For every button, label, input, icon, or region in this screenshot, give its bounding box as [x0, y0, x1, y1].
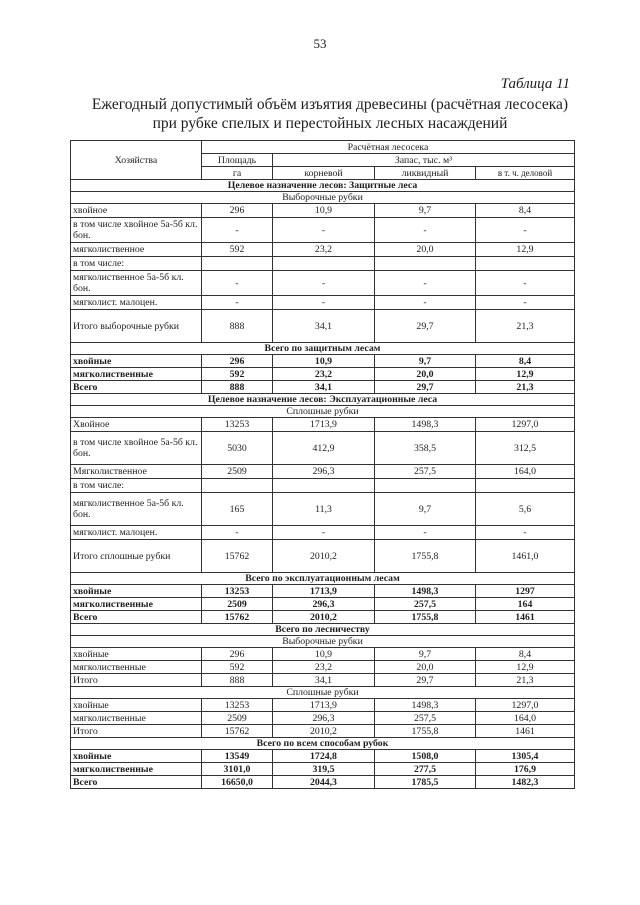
row-label: мягколиственные — [71, 598, 202, 611]
cell-root: 10,9 — [273, 648, 375, 661]
subsection-selective-2 — [71, 636, 575, 648]
cell-business: 5,6 — [476, 493, 575, 526]
cell-business: 21,3 — [476, 674, 575, 687]
cell-root: 1713,9 — [273, 699, 375, 712]
row-label: Итого сплошные рубки — [71, 540, 202, 573]
table-row — [71, 611, 575, 624]
cell-root: 10,9 — [273, 204, 375, 218]
cell-area: 2509 — [202, 465, 273, 479]
table-row — [71, 661, 575, 674]
cell-liquid: 9,7 — [375, 648, 476, 661]
cell-area: 296 — [202, 355, 273, 368]
header-cutting-area: Расчётная лесосека — [202, 141, 575, 154]
cell-area: 13253 — [202, 699, 273, 712]
cell-area: 888 — [202, 381, 273, 394]
cell-business: 1461,0 — [476, 540, 575, 573]
cell-root: - — [273, 218, 375, 243]
cell-business: 12,9 — [476, 661, 575, 674]
table-row — [71, 540, 575, 573]
section-title-forestry — [71, 624, 575, 636]
subsection-selective-2-text: Выборочные рубки — [71, 636, 575, 648]
section-exploitation-forests — [71, 394, 575, 624]
cell-liquid: 29,7 — [375, 674, 476, 687]
cell-root: 2044,3 — [273, 776, 375, 789]
table-row — [71, 585, 575, 598]
cell-area: 13253 — [202, 418, 273, 432]
cell-business: 8,4 — [476, 355, 575, 368]
cell-root: 11,3 — [273, 493, 375, 526]
row-label: хвойные — [71, 648, 202, 661]
cell-area — [202, 479, 273, 493]
table-row — [71, 776, 575, 789]
cell-liquid: 20,0 — [375, 368, 476, 381]
cell-liquid: 1755,8 — [375, 725, 476, 738]
table-row — [71, 418, 575, 432]
header-stock: Запас, тыс. м³ — [273, 154, 575, 167]
header-liquid: ликвидный — [375, 167, 476, 180]
row-label: Итого выборочные рубки — [71, 310, 202, 343]
cell-area: 15762 — [202, 540, 273, 573]
cell-business: 21,3 — [476, 381, 575, 394]
cell-root: 1724,8 — [273, 750, 375, 763]
cell-area: 888 — [202, 674, 273, 687]
cutting-area-table — [70, 140, 575, 789]
cell-root: 319,5 — [273, 763, 375, 776]
page-number: 53 — [313, 36, 327, 51]
cell-business: 164,0 — [476, 465, 575, 479]
subsection-clear-2 — [71, 687, 575, 699]
table-row — [71, 750, 575, 763]
cell-area: 15762 — [202, 725, 273, 738]
cell-liquid: 1755,8 — [375, 611, 476, 624]
cell-liquid: 29,7 — [375, 310, 476, 343]
cell-business: 8,4 — [476, 648, 575, 661]
header-root: корневой — [273, 167, 375, 180]
row-label: в том числе хвойное 5а-5б кл. бон. — [71, 218, 202, 243]
cell-business: - — [476, 218, 575, 243]
table-row — [71, 310, 575, 343]
row-label: мягколист. малоцен. — [71, 526, 202, 540]
total-title-all-methods — [71, 738, 575, 750]
cell-area: 15762 — [202, 611, 273, 624]
cell-liquid: 358,5 — [375, 432, 476, 465]
table-row — [71, 257, 575, 271]
row-label: Хвойное — [71, 418, 202, 432]
cell-root: 34,1 — [273, 310, 375, 343]
cell-liquid: 1508,0 — [375, 750, 476, 763]
table-row — [71, 648, 575, 661]
cell-root: 34,1 — [273, 381, 375, 394]
cell-area: 2509 — [202, 598, 273, 611]
table-row — [71, 479, 575, 493]
cell-liquid: - — [375, 296, 476, 310]
row-label: Всего — [71, 611, 202, 624]
cell-liquid: 20,0 — [375, 661, 476, 674]
cell-business — [476, 257, 575, 271]
cell-liquid: 1498,3 — [375, 418, 476, 432]
table-row — [71, 763, 575, 776]
table-row — [71, 465, 575, 479]
row-label: мягколиственные — [71, 368, 202, 381]
cell-root: 23,2 — [273, 661, 375, 674]
cell-business — [476, 479, 575, 493]
row-label: в том числе: — [71, 479, 202, 493]
cell-business: 1297,0 — [476, 699, 575, 712]
header-area-unit: га — [202, 167, 273, 180]
row-label: в том числе хвойное 5а-5б кл. бон. — [71, 432, 202, 465]
cell-root: 1713,9 — [273, 585, 375, 598]
cell-business: 164 — [476, 598, 575, 611]
table-row — [71, 355, 575, 368]
section-title-forestry-text: Всего по лесничеству — [71, 624, 575, 636]
cell-business: - — [476, 526, 575, 540]
total-title-exploitation — [71, 573, 575, 585]
table-row — [71, 296, 575, 310]
cell-business: 1297,0 — [476, 418, 575, 432]
cell-area: 592 — [202, 661, 273, 674]
section-title-protective-text: Целевое назначение лесов: Защитные леса — [71, 180, 575, 192]
cell-liquid: 1755,8 — [375, 540, 476, 573]
row-label: мягколиственное 5а-5б кл. бон. — [71, 493, 202, 526]
cell-area: 165 — [202, 493, 273, 526]
table-row — [71, 674, 575, 687]
header-business: в т. ч. деловой — [476, 167, 575, 180]
cell-liquid: 9,7 — [375, 204, 476, 218]
cell-liquid — [375, 479, 476, 493]
table-row — [71, 526, 575, 540]
row-label: Всего — [71, 776, 202, 789]
cell-area: 16650,0 — [202, 776, 273, 789]
title-line-2: при рубке спелых и перестойных лесных насаждений — [152, 115, 508, 132]
cell-business: 1297 — [476, 585, 575, 598]
table-row — [71, 432, 575, 465]
cell-root: 412,9 — [273, 432, 375, 465]
table-row — [71, 598, 575, 611]
cell-root: 296,3 — [273, 465, 375, 479]
cell-business: 1461 — [476, 611, 575, 624]
subsection-selective — [71, 192, 575, 204]
cell-liquid: 29,7 — [375, 381, 476, 394]
table-title — [60, 95, 600, 133]
table-row — [71, 218, 575, 243]
subsection-clear-text: Сплошные рубки — [71, 406, 575, 418]
cell-liquid: 277,5 — [375, 763, 476, 776]
cell-business: 1305,4 — [476, 750, 575, 763]
cell-liquid — [375, 257, 476, 271]
cell-liquid: 257,5 — [375, 465, 476, 479]
cell-business: 12,9 — [476, 243, 575, 257]
cell-area — [202, 257, 273, 271]
cell-root: 1713,9 — [273, 418, 375, 432]
cell-root: 2010,2 — [273, 611, 375, 624]
cell-business: 21,3 — [476, 310, 575, 343]
cell-business: 8,4 — [476, 204, 575, 218]
row-label: хвойное — [71, 204, 202, 218]
row-label: в том числе: — [71, 257, 202, 271]
table-row — [71, 381, 575, 394]
row-label: мягколиственные — [71, 661, 202, 674]
cell-root: - — [273, 296, 375, 310]
cell-liquid: - — [375, 526, 476, 540]
cell-area: 13549 — [202, 750, 273, 763]
row-label: мягколиственные — [71, 763, 202, 776]
table-row — [71, 725, 575, 738]
row-label: мягколист. малоцен. — [71, 296, 202, 310]
row-label: хвойные — [71, 585, 202, 598]
cell-area: - — [202, 218, 273, 243]
cell-area: 296 — [202, 648, 273, 661]
table-row — [71, 271, 575, 296]
cell-liquid: 1498,3 — [375, 699, 476, 712]
cell-liquid: 1498,3 — [375, 585, 476, 598]
cell-area: 5030 — [202, 432, 273, 465]
row-label: хвойные — [71, 699, 202, 712]
cell-liquid: 20,0 — [375, 243, 476, 257]
cell-area: - — [202, 271, 273, 296]
subsection-selective-text: Выборочные рубки — [71, 192, 575, 204]
row-label: мягколиственное — [71, 243, 202, 257]
cell-liquid: - — [375, 271, 476, 296]
cell-liquid: 257,5 — [375, 712, 476, 725]
cell-area: 592 — [202, 243, 273, 257]
row-label: мягколиственное 5а-5б кл. бон. — [71, 271, 202, 296]
cell-area: 592 — [202, 368, 273, 381]
cell-root: 2010,2 — [273, 725, 375, 738]
cell-root: 23,2 — [273, 368, 375, 381]
cell-liquid: - — [375, 218, 476, 243]
cell-liquid: 1785,5 — [375, 776, 476, 789]
table-row — [71, 204, 575, 218]
cell-root: 10,9 — [273, 355, 375, 368]
cell-business: 12,9 — [476, 368, 575, 381]
cell-business: 176,9 — [476, 763, 575, 776]
total-title-protective-text: Всего по защитным лесам — [71, 343, 575, 355]
cell-root: 23,2 — [273, 243, 375, 257]
total-title-protective — [71, 343, 575, 355]
cell-liquid: 9,7 — [375, 493, 476, 526]
table-row — [71, 699, 575, 712]
table-label: Таблица 11 — [500, 76, 570, 92]
table-row — [71, 493, 575, 526]
row-label: Итого — [71, 725, 202, 738]
header-farms: Хозяйства — [71, 141, 202, 180]
section-title-exploitation — [71, 394, 575, 406]
cell-root: - — [273, 526, 375, 540]
title-line-1: Ежегодный допустимый объём изъятия древесины (расчётная лесосека) — [91, 96, 569, 113]
row-label: Мягколиственное — [71, 465, 202, 479]
total-title-exploitation-text: Всего по эксплуатационным лесам — [71, 573, 575, 585]
cell-liquid: 257,5 — [375, 598, 476, 611]
cell-area: 296 — [202, 204, 273, 218]
cell-root: - — [273, 271, 375, 296]
table-row — [71, 368, 575, 381]
cell-root: 34,1 — [273, 674, 375, 687]
cell-business: 312,5 — [476, 432, 575, 465]
cell-area: 2509 — [202, 712, 273, 725]
table-row — [71, 712, 575, 725]
section-title-exploitation-text: Целевое назначение лесов: Эксплуатационные леса — [71, 394, 575, 406]
subsection-clear — [71, 406, 575, 418]
cell-business: - — [476, 271, 575, 296]
cell-area: 888 — [202, 310, 273, 343]
cell-business: 164,0 — [476, 712, 575, 725]
section-forestry-total — [71, 624, 575, 789]
row-label: хвойные — [71, 750, 202, 763]
cell-business: 1461 — [476, 725, 575, 738]
row-label: Итого — [71, 674, 202, 687]
section-protective-forests — [71, 180, 575, 394]
cell-area: - — [202, 526, 273, 540]
section-title-protective — [71, 180, 575, 192]
table-row — [71, 243, 575, 257]
cell-root — [273, 257, 375, 271]
total-title-all-methods-text: Всего по всем способам рубок — [71, 738, 575, 750]
row-label: хвойные — [71, 355, 202, 368]
cell-area: 13253 — [202, 585, 273, 598]
cell-root — [273, 479, 375, 493]
cell-root: 2010,2 — [273, 540, 375, 573]
subsection-clear-2-text: Сплошные рубки — [71, 687, 575, 699]
cell-area: - — [202, 296, 273, 310]
row-label: мягколиственные — [71, 712, 202, 725]
header-area: Площадь — [202, 154, 273, 167]
cell-area: 3101,0 — [202, 763, 273, 776]
cell-business: 1482,3 — [476, 776, 575, 789]
cell-root: 296,3 — [273, 598, 375, 611]
cell-liquid: 9,7 — [375, 355, 476, 368]
cell-business: - — [476, 296, 575, 310]
cell-root: 296,3 — [273, 712, 375, 725]
row-label: Всего — [71, 381, 202, 394]
